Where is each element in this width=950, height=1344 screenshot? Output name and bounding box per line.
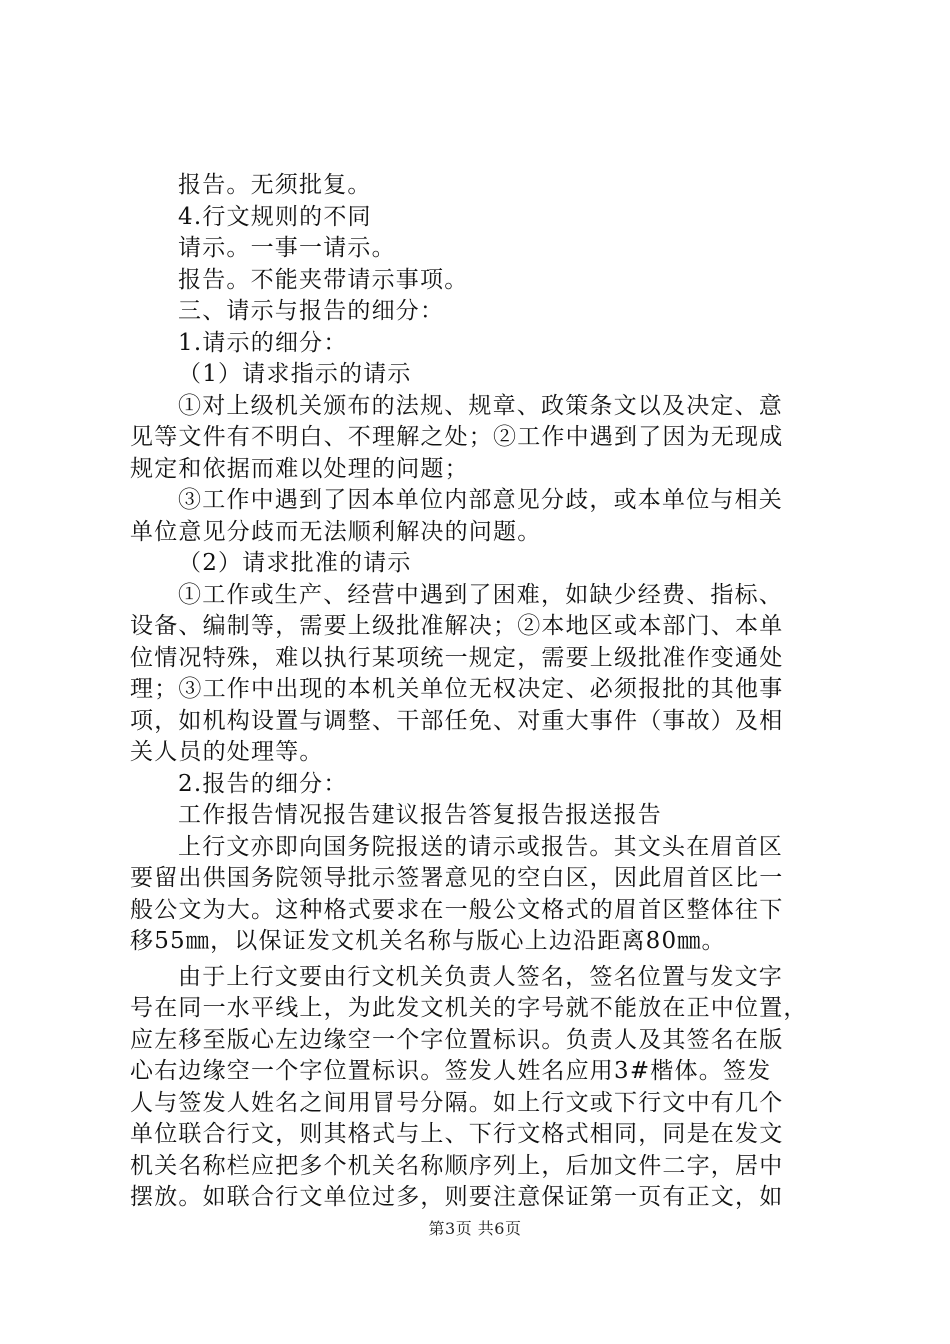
subsection-heading: （2）请求批准的请示 bbox=[178, 550, 412, 576]
paragraph-line: ①工作或生产、经营中遇到了困难，如缺少经费、指标、 bbox=[178, 581, 783, 608]
paragraph-line: 设备、编制等，需要上级批准解决；②本地区或本部门、本单 bbox=[130, 613, 784, 639]
subsection-heading: （1）请求指示的请示 bbox=[178, 361, 412, 387]
paragraph-line: 见等文件有不明白、不理解之处；②工作中遇到了因为无现成 bbox=[130, 424, 784, 450]
paragraph-line: 单位联合行文，则其格式与上、下行文格式相同，同是在发文 bbox=[130, 1121, 784, 1147]
paragraph-line: 上行文亦即向国务院报送的请示或报告。其文头在眉首区 bbox=[178, 833, 783, 860]
paragraph-line: 单位意见分歧而无法顺利解决的问题。 bbox=[130, 518, 542, 545]
paragraph-request-approval bbox=[130, 580, 830, 769]
paragraph-signature-format bbox=[130, 962, 830, 1214]
section-heading: 4.行文规则的不同 bbox=[178, 203, 372, 230]
text-line: 请示。一事一请示。 bbox=[178, 235, 396, 261]
report-types-line: 工作报告情况报告建议报告答复报告报送报告 bbox=[178, 802, 662, 828]
paragraph-line: ③工作中遇到了因本单位内部意见分歧，或本单位与相关 bbox=[178, 487, 783, 513]
paragraph-line: 号在同一水平线上，为此发文机关的字号就不能放在正中位置， bbox=[130, 995, 808, 1021]
paragraph-request-instruction bbox=[130, 391, 830, 486]
paragraph-line: 规定和依据而难以处理的问题； bbox=[130, 455, 469, 482]
paragraph-line: 由于上行文要由行文机关负责人签名，签名位置与发文字 bbox=[178, 963, 783, 990]
section-heading: 1.请示的细分： bbox=[178, 329, 348, 356]
paragraph-line: ①对上级机关颁布的法规、规章、政策条文以及决定、意 bbox=[178, 392, 783, 419]
text-line: 报告。无须批复。 bbox=[178, 172, 372, 198]
section-heading: 2.报告的细分： bbox=[178, 770, 348, 797]
text-line: 报告。不能夹带请示事项。 bbox=[178, 266, 469, 293]
paragraph-line: 项，如机构设置与调整、干部任免、对重大事件（事故）及相 bbox=[130, 707, 784, 734]
paragraph-line: 关人员的处理等。 bbox=[130, 739, 324, 765]
section-heading: 三、请示与报告的细分： bbox=[178, 298, 445, 324]
paragraph-line: 移55㎜，以保证发文机关名称与版心上边沿距离80㎜。 bbox=[130, 928, 726, 954]
page-number-footer: 第3页 共6页 bbox=[428, 1219, 522, 1238]
paragraph-line: 应左移至版心左边缘空一个字位置标识。负责人及其签名在版 bbox=[130, 1026, 784, 1053]
paragraph-line: 摆放。如联合行文单位过多，则要注意保证第一页有正文，如 bbox=[130, 1184, 784, 1210]
paragraph-line: 人与签发人姓名之间用冒号分隔。如上行文或下行文中有几个 bbox=[130, 1089, 784, 1116]
paragraph-line: 理；③工作中出现的本机关单位无权决定、必须报批的其他事 bbox=[130, 676, 784, 702]
document-body bbox=[130, 170, 830, 1214]
paragraph-line: 般公文为大。这种格式要求在一般公文格式的眉首区整体往下 bbox=[130, 896, 784, 923]
paragraph-upward-document bbox=[130, 832, 830, 958]
paragraph-line: 要留出供国务院领导批示签署意见的空白区，因此眉首区比一 bbox=[130, 865, 784, 891]
paragraph-line: 位情况特殊，难以执行某项统一规定，需要上级批准作变通处 bbox=[130, 644, 784, 671]
paragraph-disagreement bbox=[130, 485, 830, 548]
paragraph-line: 机关名称栏应把多个机关名称顺序列上，后加文件二字，居中 bbox=[130, 1152, 784, 1179]
paragraph-line: 心右边缘空一个字位置标识。签发人姓名应用3#楷体。签发 bbox=[130, 1058, 772, 1084]
